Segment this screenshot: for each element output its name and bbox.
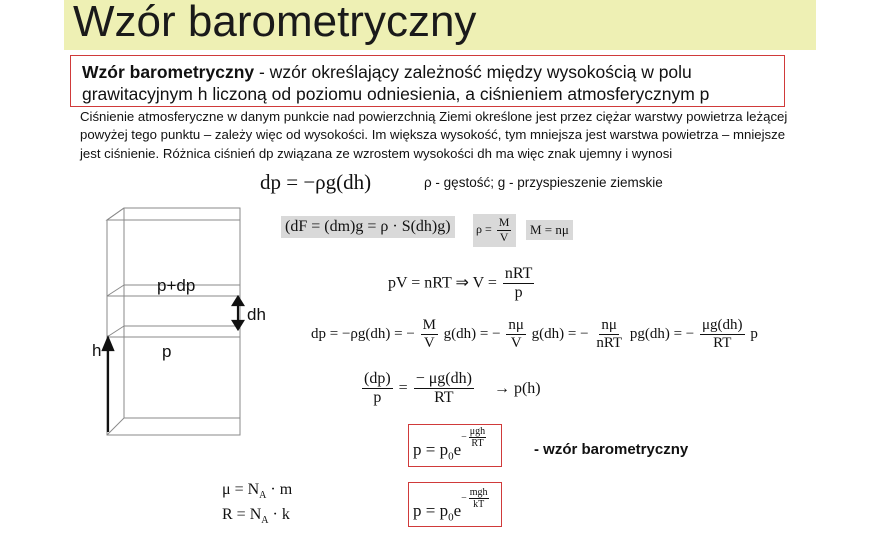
slide-title: Wzór barometryczny	[73, 0, 477, 46]
chain-after-2: g(dh) = −	[531, 326, 589, 343]
ratio2-num: − μg(dh)	[414, 370, 474, 389]
ratio-den: p	[373, 389, 382, 407]
mu-tail: · m	[266, 481, 293, 498]
formula-2-exponent	[461, 487, 490, 510]
chain-frac-3-num: nμ	[599, 317, 619, 335]
ideal-gas-fraction	[503, 265, 534, 303]
definition-body: - wzór określający zależność między wysokością w polu grawitacyjnym h liczoną od poziomu odniesienia, a ciśnieniem atmosferycznym p	[82, 62, 710, 104]
chain-frac-2	[506, 317, 526, 353]
ratio-frac-1	[362, 370, 393, 408]
ratio-frac-2	[414, 370, 474, 408]
formula-2-base: p = p	[413, 501, 449, 520]
density-lhs: ρ =	[476, 222, 492, 237]
formula-1-exp-num: μgh	[469, 426, 486, 437]
chain-frac-3	[594, 317, 624, 353]
definition-term: Wzór barometryczny	[82, 62, 255, 82]
ideal-gas-lhs: pV = nRT ⇒ V =	[388, 274, 497, 292]
ideal-gas-den: p	[514, 284, 523, 302]
R-tail: · k	[268, 506, 290, 523]
column-front-face	[107, 220, 240, 435]
explanation-paragraph: Ciśnienie atmosferyczne w danym punkcie nad powierzchnią Ziemi określone jest przez ciężar warstwy powietrza leżącej powyżej tego punktu – zależy więc od wysokości. Im większa wysokość, tym mniejsza jest warstwa powietrza – mniejsze jest ciśnienie. Różnica ciśnień dp związana ze wzrostem wysokości dh ma więc znak ujemny i wynosi	[80, 109, 788, 161]
chain-frac-4-den: RT	[713, 335, 732, 352]
chain-start: dp = −ρg(dh) = −	[311, 326, 415, 343]
result-label: - wzór barometryczny	[534, 441, 689, 458]
chain-frac-2-num: nμ	[506, 317, 526, 335]
formula-1-base: p = p	[413, 440, 449, 459]
symbols-note: ρ - gęstość; g - przyspieszenie ziemskie	[424, 175, 663, 190]
chain-after-3: pg(dh) = −	[629, 326, 695, 343]
R-sub: A	[261, 515, 269, 527]
equation-force: (dF = (dm)g = ρ · S(dh)g)	[281, 216, 455, 238]
equation-chain	[311, 317, 758, 353]
formula-2-e: e	[453, 501, 462, 520]
label-h: h	[92, 341, 102, 360]
chain-after-1: g(dh) = −	[443, 326, 501, 343]
formula-2-exp-frac	[469, 487, 489, 510]
equation-mu	[222, 481, 292, 501]
density-fraction	[497, 216, 512, 245]
R-lhs: R = N	[222, 506, 262, 523]
density-den: V	[499, 229, 509, 244]
chain-after-4: p	[750, 326, 758, 343]
ratio-num: (dp)	[362, 370, 393, 389]
formula-1-exponent	[461, 426, 488, 449]
ratio-arrow: → p(h)	[493, 379, 541, 397]
equation-dp: dp = −ρg(dh)	[260, 170, 372, 194]
formula-2-exp-den: kT	[473, 499, 485, 510]
formula-1-exp-sign: −	[461, 432, 467, 443]
label-p-plus-dp: p+dp	[157, 276, 196, 295]
formula-2-exp-num: mgh	[469, 487, 488, 498]
definition-text	[82, 61, 782, 105]
formula-2-sub: 0	[448, 511, 454, 524]
label-p: p	[162, 342, 172, 361]
equation-mass: M = nμ	[526, 220, 573, 240]
chain-frac-1	[421, 317, 438, 353]
equation-ideal-gas	[388, 265, 536, 303]
mu-lhs: μ = N	[222, 481, 260, 498]
chain-frac-1-num: M	[421, 317, 438, 335]
ratio-eq: =	[398, 379, 408, 397]
chain-frac-3-den: nRT	[596, 335, 623, 352]
column-top-face	[107, 208, 240, 220]
chain-frac-4-num: μg(dh)	[700, 317, 745, 335]
height-arrow-head	[103, 338, 113, 350]
equation-R	[222, 506, 290, 526]
ratio2-den: RT	[434, 389, 454, 407]
formula-2-exp-sign: −	[461, 493, 467, 504]
dh-arrow-head-up	[233, 297, 243, 305]
density-num: M	[498, 215, 510, 229]
formula-1-sub: 0	[448, 450, 454, 463]
formula-1	[413, 426, 488, 463]
air-column-diagram	[95, 200, 255, 445]
ideal-gas-num: nRT	[503, 265, 534, 284]
formula-2	[413, 487, 491, 524]
dh-arrow-head-down	[233, 321, 243, 329]
formula-1-exp-frac	[469, 426, 486, 449]
formula-1-e: e	[453, 440, 462, 459]
mu-sub: A	[259, 490, 267, 502]
formula-1-exp-den: RT	[471, 438, 484, 449]
chain-frac-2-den: V	[510, 335, 522, 352]
equation-density	[473, 214, 516, 247]
chain-frac-4	[700, 317, 745, 353]
label-dh: dh	[247, 305, 266, 324]
equation-ratio	[360, 370, 541, 408]
chain-frac-1-den: V	[423, 335, 435, 352]
